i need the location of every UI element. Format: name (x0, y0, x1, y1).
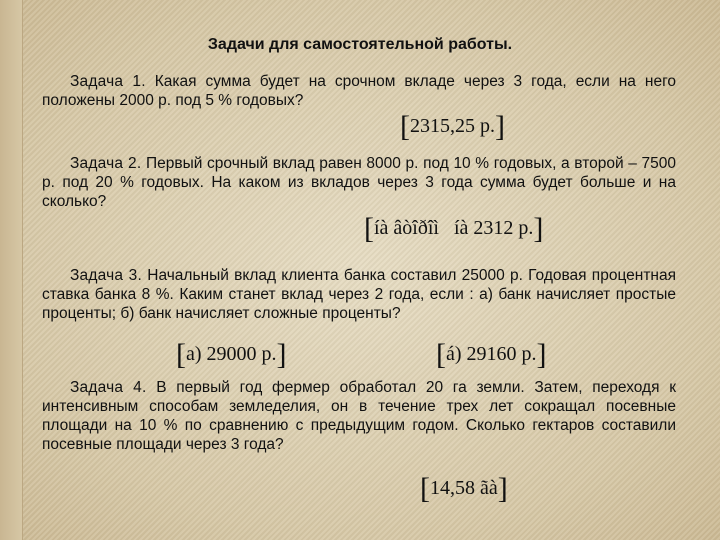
task-2 (42, 154, 676, 211)
task-1-answer (400, 110, 505, 143)
bracket-open: [ (400, 110, 410, 143)
task-4-answer (420, 472, 508, 505)
bracket-open: [ (176, 338, 186, 371)
task-4-answer-text: 14,58 ãà (430, 477, 498, 499)
task-2-label: Задача 2. (70, 155, 142, 172)
task-3-label: Задача 3. (70, 267, 142, 284)
bracket-close: ] (495, 110, 505, 143)
bracket-open: [ (364, 212, 374, 245)
bracket-close: ] (533, 212, 544, 245)
task-1-label: Задача 1. (70, 73, 146, 90)
task-1 (42, 72, 676, 110)
task-2-text: Первый срочный вклад равен 8000 р. под 10 % годовых, а второй – 7500 р. под 20 % годовых. На каком из вкладов через 3 года сумма будет больше и на сколько? (42, 155, 676, 210)
bracket-close: ] (497, 472, 508, 505)
task-3-answer-b (436, 338, 547, 371)
task-3 (42, 266, 676, 323)
slide-title: Задачи для самостоятельной работы. (207, 36, 513, 53)
task-3-answer-a-text: а) 29000 р. (186, 343, 277, 365)
bracket-open: [ (420, 472, 430, 505)
task-1-answer-text: 2315,25 р. (410, 115, 495, 137)
bracket-close: ] (536, 338, 547, 371)
task-2-answer (364, 212, 544, 245)
task-3-answer-b-text: á) 29160 р. (446, 343, 537, 365)
task-4-label: Задача 4. (70, 379, 147, 396)
task-1-text: Какая сумма будет на срочном вкладе через 3 года, если на него положены 2000 р. под 5 % годовых? (42, 73, 677, 109)
task-3-answer-a (176, 338, 287, 371)
bracket-open: [ (436, 338, 446, 371)
task-4-text: В первый год фермер обработал 20 га земли. Затем, переходя к интенсивным способам земледелия, он в течение трех лет сокращал посевные площади на 10 % по сравнению с предыдущим годом. Сколько гектаров составили посевные площади через 3 года? (42, 379, 676, 453)
task-2-answer-text: íà âòîðîì íà 2312 р. (374, 217, 534, 239)
bracket-close: ] (276, 338, 287, 371)
task-4 (42, 378, 676, 454)
slide-left-border (0, 0, 23, 540)
task-3-text: Начальный вклад клиента банка составил 25000 р. Годовая процентная ставка банка 8 %. Каким станет вклад через 2 года, если : а) банк начисляет простые проценты; б) банк начисляет сложные проценты? (42, 267, 676, 322)
